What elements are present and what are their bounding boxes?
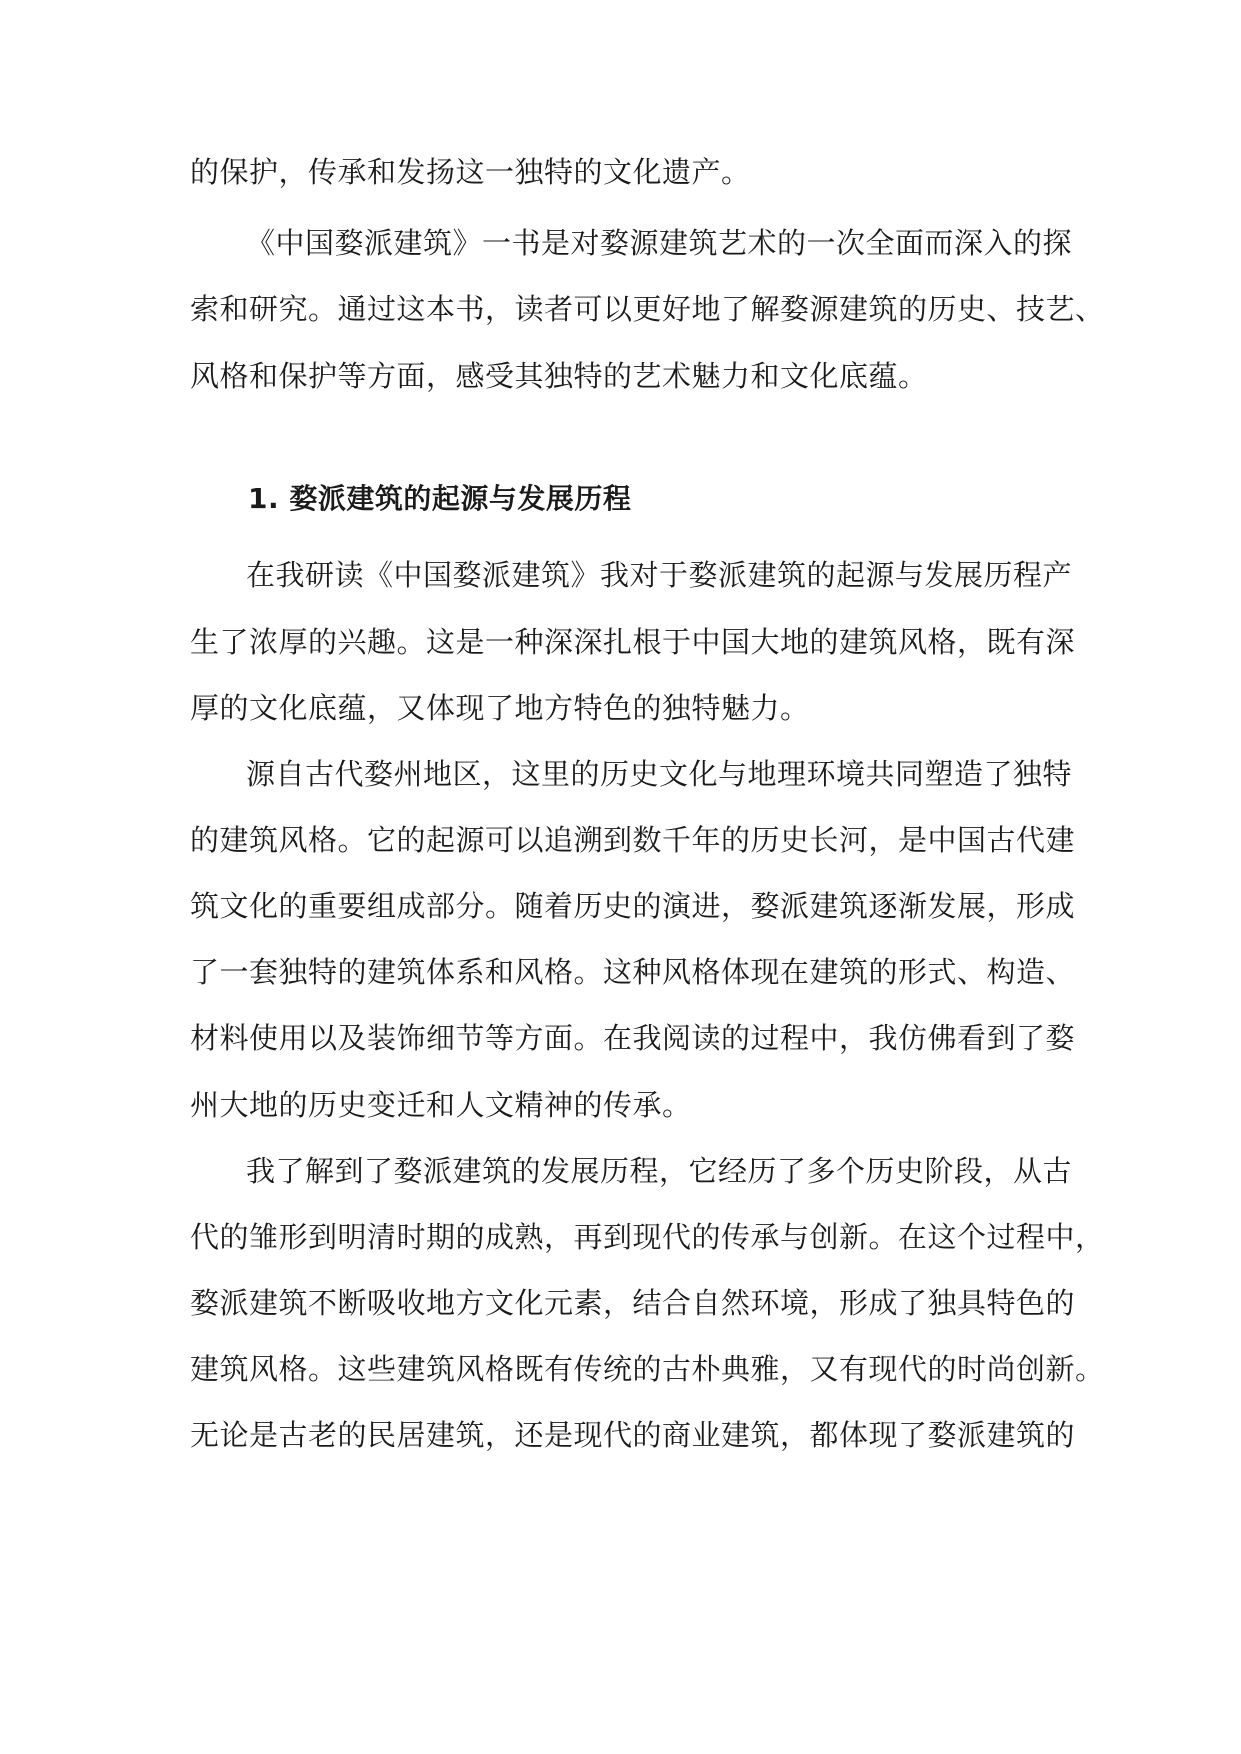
paragraph-line: 《中国婺派建筑》一书是对婺源建筑艺术的一次全面而深入的探 [246, 226, 1073, 260]
paragraph-line: 生了浓厚的兴趣。这是一种深深扎根于中国大地的建筑风格，既有深 [190, 625, 1076, 659]
paragraph-line: 风格和保护等方面，感受其独特的艺术魅力和文化底蕴。 [190, 359, 928, 393]
paragraph-line: 在我研读《中国婺派建筑》我对于婺派建筑的起源与发展历程产 [246, 558, 1073, 592]
paragraph-line: 材料使用以及装饰细节等方面。在我阅读的过程中，我仿佛看到了婺 [190, 1021, 1076, 1055]
paragraph-line: 代的雏形到明清时期的成熟，再到现代的传承与创新。在这个过程中， [190, 1220, 1105, 1254]
paragraph-line: 的建筑风格。它的起源可以追溯到数千年的历史长河，是中国古代建 [190, 823, 1076, 857]
paragraph-line: 婺派建筑不断吸收地方文化元素，结合自然环境，形成了独具特色的 [190, 1286, 1076, 1320]
section-heading: 1. 婺派建筑的起源与发展历程 [248, 482, 632, 515]
paragraph-line: 州大地的历史变迁和人文精神的传承。 [190, 1088, 692, 1122]
paragraph-line: 了一套独特的建筑体系和风格。这种风格体现在建筑的形式、构造、 [190, 955, 1076, 989]
paragraph-line: 建筑风格。这些建筑风格既有传统的古朴典雅，又有现代的时尚创新。 [190, 1352, 1105, 1386]
paragraph-line: 厚的文化底蕴，又体现了地方特色的独特魅力。 [190, 691, 810, 725]
paragraph-line: 无论是古老的民居建筑，还是现代的商业建筑，都体现了婺派建筑的 [190, 1418, 1076, 1452]
paragraph-line: 索和研究。通过这本书，读者可以更好地了解婺源建筑的历史、技艺、 [190, 292, 1105, 326]
paragraph-line: 筑文化的重要组成部分。随着历史的演进，婺派建筑逐渐发展，形成 [190, 889, 1076, 923]
paragraph-line: 源自古代婺州地区，这里的历史文化与地理环境共同塑造了独特 [246, 757, 1073, 791]
paragraph-line: 我了解到了婺派建筑的发展历程，它经历了多个历史阶段，从古 [246, 1154, 1073, 1188]
paragraph-line: 的保护，传承和发扬这一独特的文化遗产。 [190, 155, 751, 189]
